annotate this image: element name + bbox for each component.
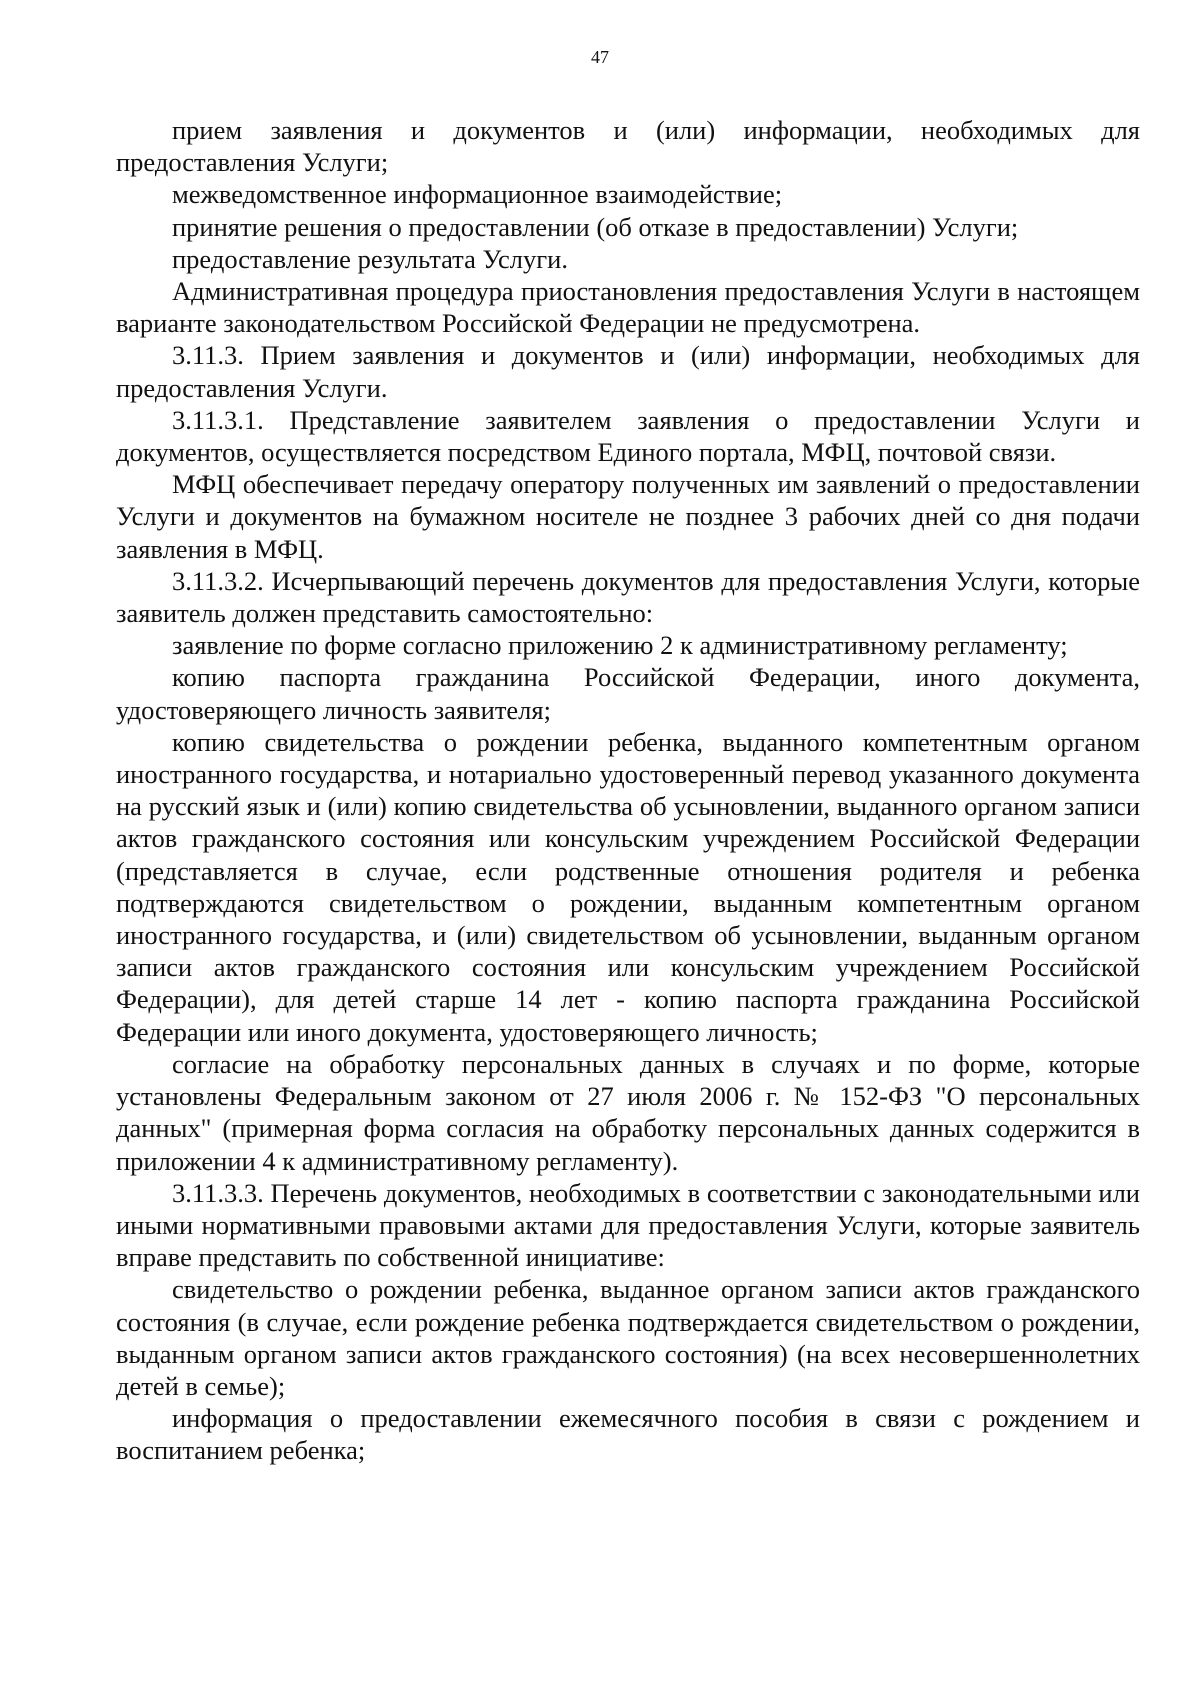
section-3-11-3-1: 3.11.3.1. Представление заявителем заявления о предоставлении Услуги и документов, осуществляется посредством Единого портала, МФЦ, почтовой связи. xyxy=(116,404,1140,468)
section-3-11-3-3: 3.11.3.3. Перечень документов, необходимых в соответствии с законодательными или иными нормативными правовыми актами для предоставления Услуги, которые заявитель вправе представить по собственной инициативе: xyxy=(116,1177,1140,1273)
list-item: информация о предоставлении ежемесячного пособия в связи с рождением и воспитанием ребенка; xyxy=(116,1403,1140,1466)
paragraph: межведомственное информационное взаимодействие; xyxy=(172,179,783,210)
list-item: копию паспорта гражданина Российской Федерации, иного документа, удостоверяющего личность заявителя; xyxy=(116,662,1140,725)
paragraph: предоставление результата Услуги. xyxy=(172,243,568,274)
list-item: согласие на обработку персональных данных в случаях и по форме, которые установлены Федеральным законом от 27 июля 2006 г. № 152-ФЗ "О персональных данных" (примерная форма согласия на обработку персональных данных содержится в приложении 4 к административному регламенту). xyxy=(116,1048,1140,1176)
document-body xyxy=(116,114,1140,1467)
list-item: свидетельство о рождении ребенка, выданное органом записи актов гражданского состояния (в случае, если рождение ребенка подтверждается свидетельством о рождении, выданным органом записи актов гражданского состояния) (на всех несовершеннолетних детей в семье); xyxy=(116,1274,1140,1401)
paragraph: прием заявления и документов и (или) информации, необходимых для предоставления Услуги; xyxy=(116,115,1140,178)
list-item: заявление по форме согласно приложению 2 к административному регламенту; xyxy=(172,630,1068,661)
page-number: 47 xyxy=(591,47,609,67)
paragraph: принятие решения о предоставлении (об отказе в предоставлении) Услуги; xyxy=(172,211,1019,242)
paragraph: МФЦ обеспечивает передачу оператору полученных им заявлений о предоставлении Услуги и документов на бумажном носителе не позднее 3 рабочих дней со дня подачи заявления в МФЦ. xyxy=(116,469,1140,564)
list-item: копию свидетельства о рождении ребенка, выданного компетентным органом иностранного государства, и нотариально удостоверенный перевод указанного документа на русский язык и (или) копию свидетельства об усыновлении, выданного органом записи актов гражданского состояния или консульским учреждением Российской Федерации (представляется в случае, если родственные отношения родителя и ребенка подтверждаются свидетельством о рождении, выданным компетентным органом иностранного государства, и (или) свидетельством об усыновлении, выданным органом записи актов гражданского состояния или консульским учреждением Российской Федерации), для детей старше 14 лет - копию паспорта гражданина Российской Федерации или иного документа, удостоверяющего личность; xyxy=(116,726,1140,1047)
section-heading-3-11-3: 3.11.3. Прием заявления и документов и (или) информации, необходимых для предоставления Услуги. xyxy=(116,340,1140,403)
section-3-11-3-2: 3.11.3.2. Исчерпывающий перечень документов для предоставления Услуги, которые заявитель должен представить самостоятельно: xyxy=(116,565,1140,629)
paragraph: Административная процедура приостановления предоставления Услуги в настоящем варианте законодательством Российской Федерации не предусмотрена. xyxy=(116,276,1140,339)
